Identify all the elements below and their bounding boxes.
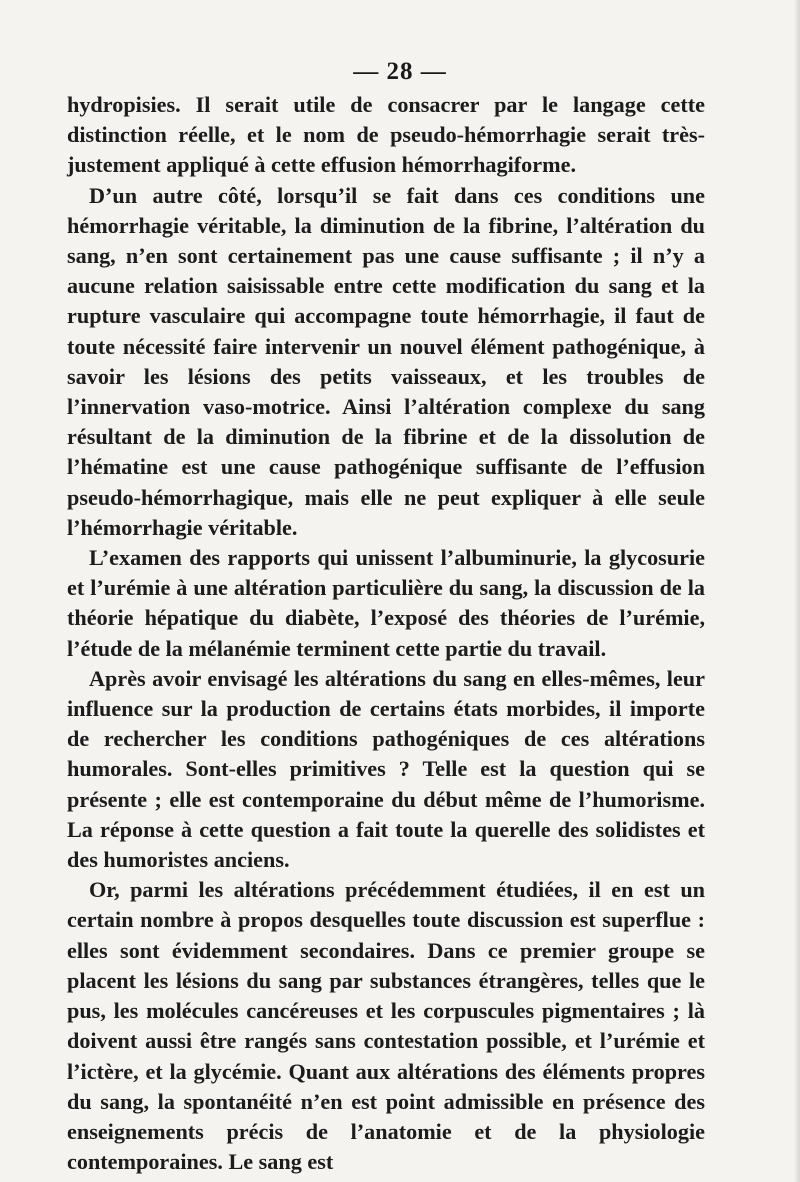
paragraph-4: Après avoir envisagé les altérations du sang en elles-mêmes, leur influence sur la production de certains états morbides, il importe de rechercher les conditions pathogéniques de ces altérations humorales. Sont-elles primitives ? Telle est la question qui se présente ; elle est contemporaine du début même de l’humorisme. La réponse à cette question a fait toute la querelle des solidistes et des humoristes anciens. [67, 665, 705, 873]
page-edge-shadow [794, 0, 800, 1182]
paragraph-5: Or, parmi les altérations précédemment étudiées, il en est un certain nombre à propos desquelles toute discussion est superflue : elles sont évidemment secondaires. Dans ce premier groupe se placent les lésions du sang par substances étrangères, telles que le pus, les molécules cancéreuses et les corpuscules pigmentaires ; là doivent aussi être rangés sans contestation possible, et l’urémie et l’ictère, et la glycémie. Quant aux altérations des éléments propres du sang, la spontanéité n’en est point admissible en présence des enseignements précis de l’anatomie et de la physiologie contemporaines. Le sang est [67, 877, 705, 1175]
page-number: — 28 — [353, 58, 447, 85]
paragraph-2: D’un autre côté, lorsqu’il se fait dans ces conditions une hémorrhagie véritable, la diminution de la fibrine, l’altération du sang, n’en sont certainement pas une cause suffisante ; il n’y a aucune relation saisissable entre cette modification du sang et la rupture vasculaire qui accompagne toute hémorrhagie, il faut de toute nécessité faire intervenir un nouvel élément pathogénique, à savoir les lésions des petits vaisseaux, et les troubles de l’innervation vaso-motrice. Ainsi l’altération complexe du sang résultant de la diminution de la fibrine et de la dissolution de l’hématine est une cause pathogénique suffisante de l’effusion pseudo-hémorrhagique, mais elle ne peut expliquer à elle seule l’hémorrhagie véritable. [67, 182, 705, 540]
body-text [67, 90, 705, 1177]
paragraph-1: hydropisies. Il serait utile de consacrer par le langage cette distinction réelle, et le nom de pseudo-hémorrhagie serait très-justement appliqué à cette effusion hémorrhagiforme. [67, 92, 705, 178]
paragraph-3: L’examen des rapports qui unissent l’albuminurie, la glycosurie et l’urémie à une altération particulière du sang, la discussion de la théorie hépatique du diabète, l’exposé des théories de l’urémie, l’étude de la mélanémie terminent cette partie du travail. [67, 545, 705, 661]
